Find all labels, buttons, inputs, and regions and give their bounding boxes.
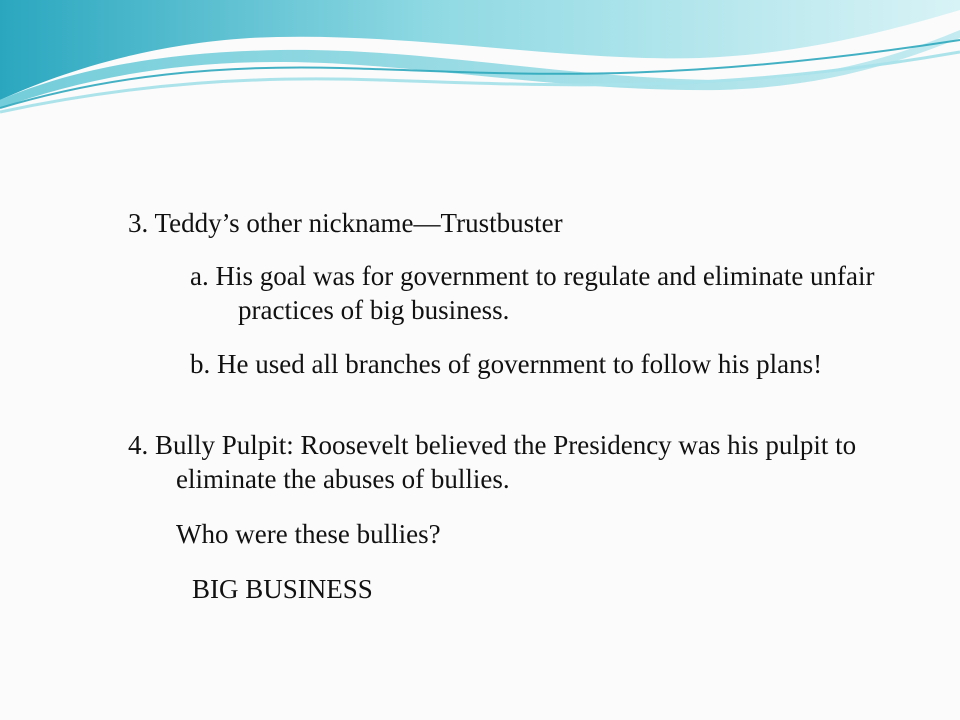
- slide-content: [128, 206, 918, 606]
- decorative-wave-header: [0, 0, 960, 120]
- answer-line: BIG BUSINESS: [192, 574, 373, 604]
- point-3b: b. He used all branches of government to follow his plans!: [190, 349, 823, 379]
- point-4: 4. Bully Pulpit: Roosevelt believed the Presidency was his pulpit to eliminate the abuses of bullies.: [128, 430, 857, 494]
- question-line: Who were these bullies?: [176, 519, 441, 549]
- point-3: 3. Teddy’s other nickname—Trustbuster: [128, 208, 563, 238]
- point-3a: a. His goal was for government to regulate and eliminate unfair practices of big business.: [190, 261, 875, 325]
